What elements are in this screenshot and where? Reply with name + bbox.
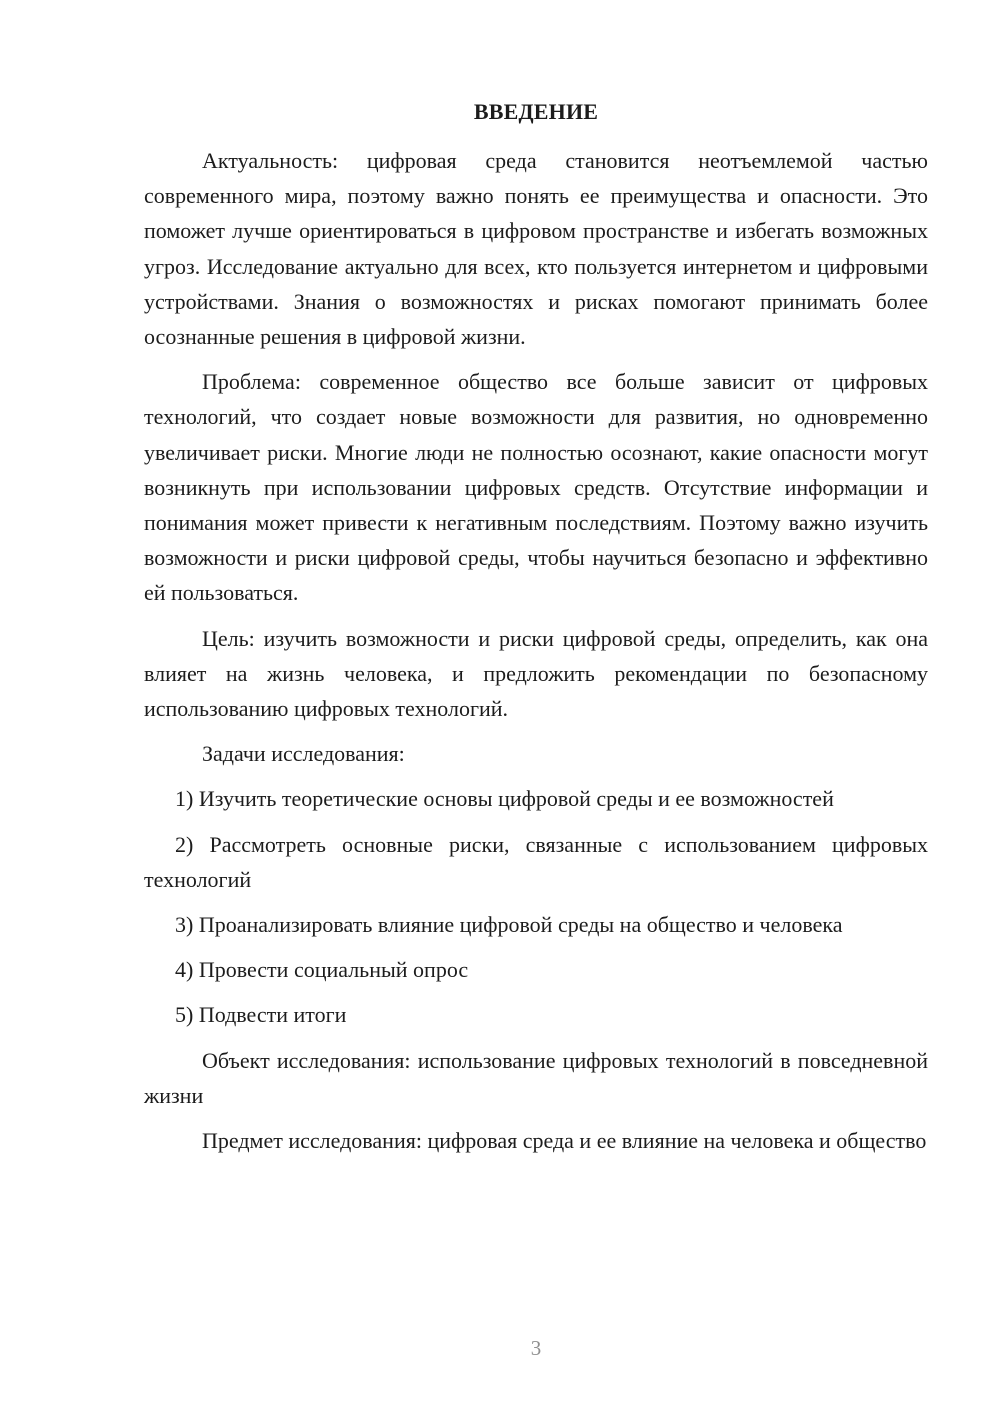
section-title: ВВЕДЕНИЕ [473, 99, 599, 124]
tasks-heading: Задачи исследования: [202, 741, 405, 767]
document-body [144, 143, 928, 1168]
task-item-5: 5) Подвести итоги [175, 1002, 347, 1028]
task-item-1: 1) Изучить теоретические основы цифровой среды и ее возможностей [175, 786, 834, 812]
task-item-4: 4) Провести социальный опрос [175, 957, 469, 983]
task-item-3: 3) Проанализировать влияние цифровой среды на общество и человека [175, 912, 843, 938]
problem-paragraph: Проблема: современное общество все больше зависит от цифровых технологий, что создает новые возможности для развития, но одновременно увеличивает риски. Многие люди не полностью осознают, какие опасности могут возникнуть при использовании цифровых средств. Отсутствие информации и понимания может привести к негативным последствиям. Поэтому важно изучить возможности и риски цифровой среды, чтобы научиться безопасно и эффективно ей пользоваться. [144, 369, 928, 606]
object-paragraph: Объект исследования: использование цифровых технологий в повседневной жизни [144, 1047, 928, 1108]
subject-paragraph: Предмет исследования: цифровая среда и ее влияние на человека и общество [202, 1128, 927, 1154]
page-number: 3 [530, 1336, 542, 1360]
task-item-2: 2) Рассмотреть основные риски, связанные с использованием цифровых технологий [144, 831, 928, 892]
goal-paragraph: Цель: изучить возможности и риски цифровой среды, определить, как она влияет на жизнь человека, и предложить рекомендации по безопасному использованию цифровых технологий. [144, 625, 928, 722]
relevance-paragraph: Актуальность: цифровая среда становится неотъемлемой частью современного мира, поэтому важно понять ее преимущества и опасности. Это поможет лучше ориентироваться в цифровом пространстве и избегать возможных угроз. Исследование актуально для всех, кто пользуется интернетом и цифровыми устройствами. Знания о возможностях и рисках помогают принимать более осознанные решения в цифровой жизни. [144, 148, 928, 350]
